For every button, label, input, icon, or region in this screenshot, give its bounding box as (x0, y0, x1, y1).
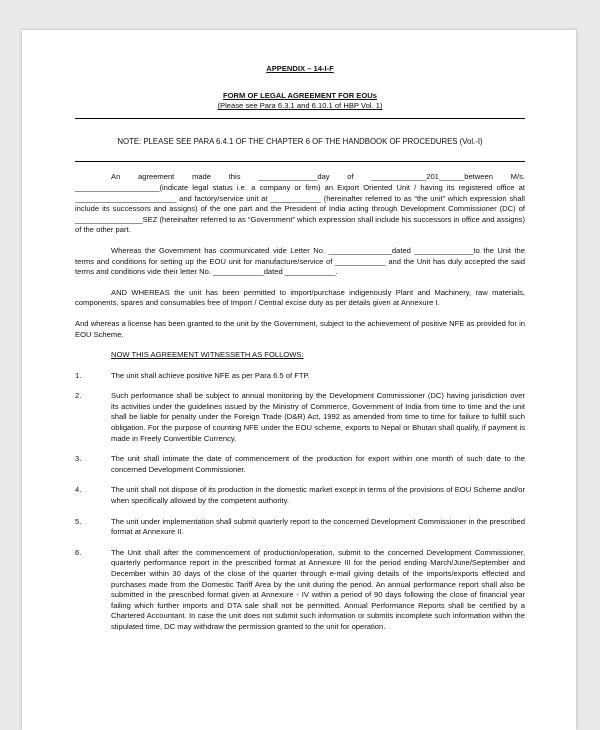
clause-item (75, 371, 525, 382)
clause-text: Such performance shall be subject to annual monitoring by the Development Commissioner (DC) having jurisdiction over its activities under the guidelines issued by the Ministry of Commerce, Government of India from time to time and the unit shall be liable for penalty under the Foreign Trade (D&R) Act, 1992 as amended from time to time for failure to fulfill such obligation. For the purpose of counting NFE under the EOU scheme, exports to Nepal or Bhutan shall qualify, if payment is made in Freely Convertible Currency. (111, 391, 525, 443)
clause-number: 5. (75, 516, 82, 526)
document-page (22, 30, 576, 730)
clause-item (75, 454, 525, 475)
clause-text: The unit under implementation shall submit quarterly report to the concerned Development Commissioner in the prescribed format at Annexure II. (111, 516, 525, 537)
clause-number: 4. (75, 485, 82, 495)
clause-number: 2. (75, 391, 82, 401)
intro-paragraph: An agreement made this ______________day of _____________201______between M/s. ____________________(indicate legal status i.e. a company or firm) an Export Oriented Unit / having its registered office at ________________________ and factory/service unit at ____________ (hereinafter referred to as “the unit” which expression shall include its successors and assigns) of the one part and the President of India acting through Development Commissioner (DC) of ________________SEZ (hereinafter referred to as “Government” which expression shall include his successors in office and assigns) of the other part. (75, 172, 525, 235)
form-title: FORM OF LEGAL AGREEMENT FOR EOUs (223, 90, 377, 100)
clause-number: 6. (75, 547, 82, 557)
whereas-paragraph: Whereas the Government has communicated vide Letter No. _______________dated ______________to the Unit the terms and conditions for setting up the EOU unit for manufacture/service of ____________ and the Unit has duly accepted the said terms and conditions vide their letter No. ____________dated ____________. (75, 245, 525, 277)
form-subtitle: (Please see Para 6.3.1 and 6.10.1 of HBP Vol. 1) (217, 101, 383, 111)
procedure-note: NOTE: PLEASE SEE PARA 6.4.1 OF THE CHAPTER 6 OF THE HANDBOOK OF PROCEDURES (Vol.-I) (117, 136, 483, 146)
clause-item (75, 548, 525, 633)
and-whereas-paragraph: AND WHEREAS the unit has been permitted to import/purchase indigenously Plant and Machinery, raw materials, components, spares and consumables free of Import / Central excise duty as per details given at Annexure I. (75, 287, 525, 308)
clause-number: 1. (75, 370, 82, 380)
clause-text: The unit shall intimate the date of commencement of the production for export within one month of such date to the concerned Development Commissioner. (111, 454, 525, 474)
appendix-title: APPENDIX – 14-I-F (266, 64, 334, 73)
clause-text: The Unit shall after the commencement of production/operation, submit to the concerned Development Commissioner, quarterly performance report in the prescribed format at Annexure III for the period ending March/June/September and December within 30 days of the close of the quarter through e-mail giving details of the imports/exports effected and purchases made from the Domestic Tariff Area by the unit during the period. An annual performance report shall also be submitted in the prescribed format given at Annexure - IV within a period of 90 days following the close of financial year failing which further imports and DTA sale shall not be permitted. Annual Performance Reports shall be certified by a Chartered Accountant. In case the unit does not submit such information or submits incomplete such information within the stipulated time, DC may withdraw the permission granted to the unit for operation. (111, 547, 525, 631)
clause-number: 3. (75, 454, 82, 464)
license-paragraph: And whereas a license has been granted to the unit by the Government, subject to the achievement of positive NFE as provided for in EOU Scheme. (75, 318, 525, 339)
clause-item (75, 517, 525, 538)
clause-text: The unit shall not dispose of its production in the domestic market except in terms of the provisions of EOU Scheme and/or when specifically allowed by the competent authority. (111, 485, 525, 506)
document-body (75, 64, 525, 633)
clause-item (75, 485, 525, 506)
horizontal-rule (75, 118, 525, 119)
clause-text: The unit shall achieve positive NFE as per Para 6.5 of FTP. (111, 370, 310, 380)
witnesseth-heading: NOW THIS AGREEMENT WITNESSETH AS FOLLOWS: (111, 350, 304, 360)
clause-item (75, 391, 525, 444)
